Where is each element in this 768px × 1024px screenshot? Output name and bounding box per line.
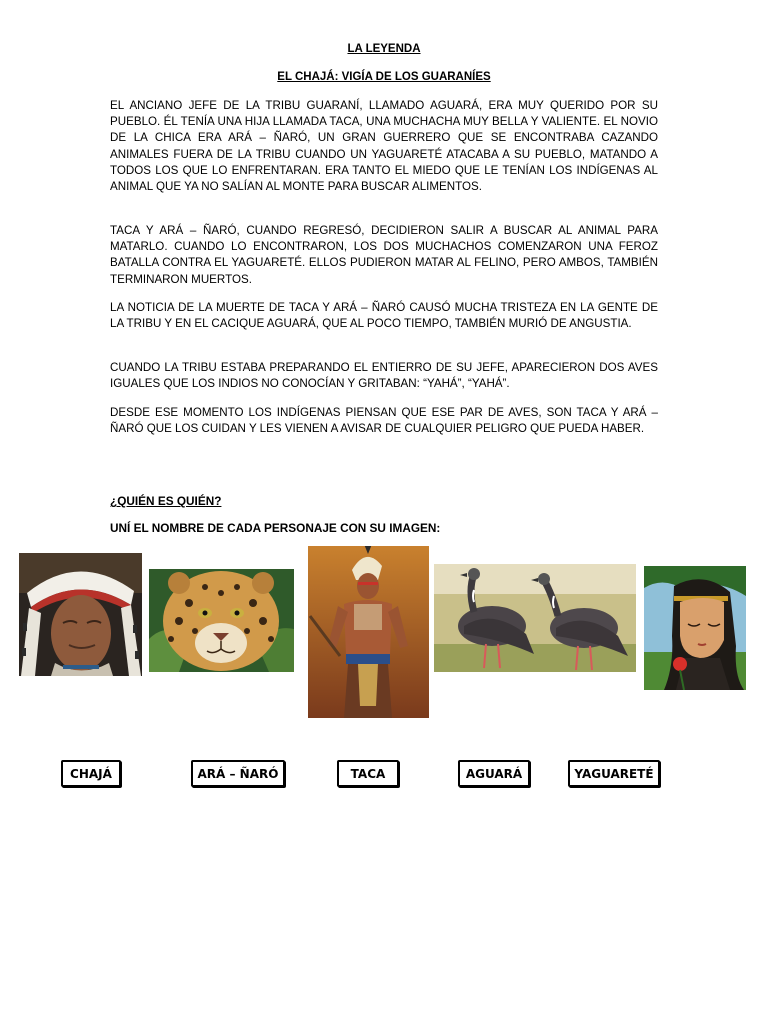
activity-instruction: UNÍ EL NOMBRE DE CADA PERSONAJE CON SU IMAGEN: — [110, 521, 441, 535]
story-paragraph-4: CUANDO LA TRIBU ESTABA PREPARANDO EL ENTIERRO DE SU JEFE, APARECIERON DOS AVES IGUALES QUE LOS INDIOS NO CONOCÍAN Y GRITABAN: “YAHÁ”, “YAHÁ”. — [110, 361, 658, 391]
name-card-yaguarete[interactable]: YAGUARETÉ — [568, 760, 660, 787]
elder-chief-portrait-icon — [19, 553, 142, 676]
young-woman-icon — [644, 566, 746, 690]
jaguar-face-icon — [149, 569, 294, 672]
jaguar-image[interactable] — [149, 569, 294, 672]
story-paragraph-1: EL ANCIANO JEFE DE LA TRIBU GUARANÍ, LLAMADO AGUARÁ, ERA MUY QUERIDO POR SU PUEBLO. ÉL TENÍA UNA HIJA LLAMADA TACA, UNA MUCHACHA MUY BELLA Y VALIENTE. EL NOVIO DE LA CHICA ERA ARÁ – ÑARÓ, UN GRAN GUERRERO QUE SE ENCONTRABA CAZANDO ANIMALES FUERA DE LA TRIBU CUANDO UN YAGUARETÉ ATACABA A SU PUEBLO, MATANDO A TODOS LOS QUE LO ENFRENTARAN. ERA TANTO EL MIEDO QUE LE TENÍAN LOS INDÍGENAS AL ANIMAL QUE YA NO SALÍAN AL MONTE PARA BUSCAR ALIMENTOS. — [110, 99, 658, 194]
name-card-aguara[interactable]: AGUARÁ — [458, 760, 530, 787]
young-woman-image[interactable] — [644, 566, 746, 690]
chaja-birds-image[interactable] — [434, 564, 636, 672]
chaja-birds-icon — [434, 564, 636, 672]
document-subtitle: EL CHAJÁ: VIGÍA DE LOS GUARANÍES — [277, 71, 491, 83]
story-paragraph-3: LA NOTICIA DE LA MUERTE DE TACA Y ARÁ – ÑARÓ CAUSÓ MUCHA TRISTEZA EN LA GENTE DE LA TRIBU Y EN EL CACIQUE AGUARÁ, QUE AL POCO TIEMPO, TAMBIÉN MURIÓ DE ANGUSTIA. — [110, 301, 658, 331]
warrior-image[interactable] — [308, 546, 429, 718]
activity-heading: ¿QUIÉN ES QUIÉN? — [110, 494, 222, 508]
name-card-chaja[interactable]: CHAJÁ — [61, 760, 121, 787]
name-card-ara-naro[interactable]: ARÁ – ÑARÓ — [191, 760, 285, 787]
elder-chief-image[interactable] — [19, 553, 142, 676]
name-card-taca[interactable]: TACA — [337, 760, 399, 787]
document-title: LA LEYENDA — [347, 43, 421, 55]
warrior-icon — [308, 546, 429, 718]
story-paragraph-2: TACA Y ARÁ – ÑARÓ, CUANDO REGRESÓ, DECIDIERON SALIR A BUSCAR AL ANIMAL PARA MATARLO. CUANDO LO ENCONTRARON, LOS DOS MUCHACHOS COMENZARON UNA FEROZ BATALLA CONTRA EL YAGUARETÉ. ELLOS PUDIERON MATAR AL FELINO, PERO AMBOS, TAMBIÉN TERMINARON MUERTOS. — [110, 224, 658, 286]
story-paragraph-5: DESDE ESE MOMENTO LOS INDÍGENAS PIENSAN QUE ESE PAR DE AVES, SON TACA Y ARÁ – ÑARÓ QUE LOS CUIDAN Y LES VIENEN A AVISAR DE CUALQUIER PELIGRO QUE PUEDA HABER. — [110, 406, 658, 436]
